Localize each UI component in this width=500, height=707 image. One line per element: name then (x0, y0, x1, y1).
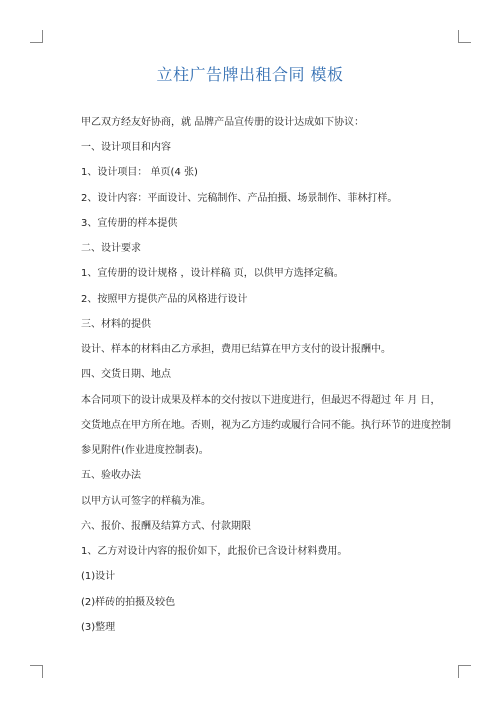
list-item: (3)整理 (81, 622, 116, 633)
paragraph: 本合同项下的设计成果及样本的交付按以下进度进行，但最迟不得超过 年 月 日， (81, 395, 441, 406)
paragraph: 1、乙方对设计内容的报价如下，此报价已含设计材料费用。 (81, 546, 348, 557)
paragraph: 参见附件(作业进度控制表)。 (81, 445, 209, 456)
crop-mark-bottom-right (458, 665, 471, 678)
paragraph: 2、设计内容：平面设计、完稿制作、产品拍摄、场景制作、菲林打样。 (81, 193, 398, 204)
paragraph: 2、按照甲方提供产品的风格进行设计 (81, 294, 248, 305)
crop-mark-top-right (458, 30, 471, 43)
crop-mark-top-left (30, 30, 43, 43)
paragraph: 设计、样本的材料由乙方承担，费用已结算在甲方支付的设计报酬中。 (81, 344, 391, 355)
section-heading: 三、材料的提供 (81, 319, 151, 330)
section-heading: 四、交货日期、地点 (81, 369, 171, 380)
section-heading: 五、验收办法 (81, 470, 141, 481)
list-item: (2)样砖的拍摄及较色 (81, 597, 176, 608)
section-heading: 六、报价、报酬及结算方式、付款期限 (81, 521, 251, 532)
paragraph-intro: 甲乙双方经友好协商，就 品牌产品宣传册的设计达成如下协议： (81, 117, 365, 128)
paragraph: 以甲方认可签字的样稿为准。 (81, 496, 211, 507)
section-heading: 一、设计项目和内容 (81, 142, 171, 153)
paragraph: 1、宣传册的设计规格 ，设计样稿 页，以供甲方选择定稿。 (81, 268, 344, 279)
document-title: 立柱广告牌出租合同 模板 (156, 65, 344, 84)
section-heading: 二、设计要求 (81, 243, 141, 254)
list-item: (1)设计 (81, 571, 116, 582)
paragraph: 交货地点在甲方所在地。否则，视为乙方违约或履行合同不能。执行环节的进度控制 (81, 420, 451, 431)
paragraph: 3、宣传册的样本提供 (81, 218, 178, 229)
crop-mark-bottom-left (30, 665, 43, 678)
paragraph: 1、设计项目： 单页(4 张) (81, 167, 198, 178)
